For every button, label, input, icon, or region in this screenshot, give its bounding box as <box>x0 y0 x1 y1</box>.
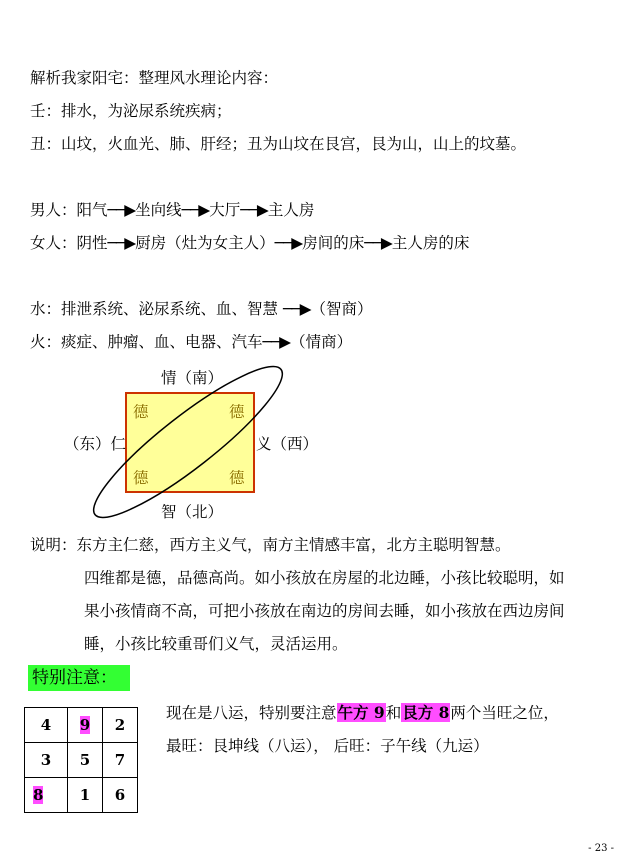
grid-cell-highlight: 8 <box>33 786 44 804</box>
heading-line: 解析我家阳宅：整理风水理论内容： <box>30 69 279 87</box>
man-step-4: 主人房 <box>267 201 315 219</box>
nine-palace-grid <box>24 707 138 813</box>
grid-cell <box>25 778 68 813</box>
explain-p3: 睡，小孩比较重哥们义气，灵活运用。 <box>84 635 348 653</box>
arrow-icon: ──▶ <box>262 333 291 351</box>
arrow-icon: ──▶ <box>282 300 311 318</box>
text-chou: 丑：山坟，火血光、肺、肝经；丑为山坟在艮宫，艮为山，山上的坟墓。 <box>30 135 527 153</box>
highlight-gen: 艮方 8 <box>402 703 450 722</box>
direction-west: 义（西） <box>256 435 319 453</box>
special-post: 两个当旺之位， <box>450 704 559 722</box>
highlight-wu: 午方 9 <box>337 703 385 722</box>
grid-cell: 5 <box>68 743 103 778</box>
grid-cell: 2 <box>103 708 138 743</box>
special-mid: 和 <box>385 704 402 722</box>
grid-cell <box>68 708 103 743</box>
grid-cell: 7 <box>103 743 138 778</box>
man-label: 男人： <box>30 201 77 219</box>
virtue-cell: 德 <box>229 403 245 421</box>
fire-end: （情商） <box>290 333 353 351</box>
arrow-icon: ──▶ <box>274 234 303 252</box>
text-ren: 壬：排水，为泌尿系统疾病； <box>30 102 232 120</box>
special-note-title: 特别注意： <box>28 665 130 691</box>
grid-cell: 6 <box>103 778 138 813</box>
special-pre: 现在是八运，特别要注意 <box>166 704 337 722</box>
woman-step-1: 阴性 <box>76 234 108 252</box>
grid-cell-highlight: 9 <box>79 716 91 734</box>
woman-label: 女人： <box>30 234 77 252</box>
virtue-cell: 德 <box>133 469 149 487</box>
arrow-icon: ──▶ <box>181 201 210 219</box>
direction-north: 智（北） <box>161 503 224 521</box>
page-number: - 23 - <box>588 843 614 854</box>
explain-p1: 四维都是德，品德高尚。如小孩放在房屋的北边睡，小孩比较聪明，如 <box>84 569 565 587</box>
grid-cell: 3 <box>25 743 68 778</box>
direction-south: 情（南） <box>161 369 224 387</box>
water-end: （智商） <box>310 300 373 318</box>
woman-step-2: 厨房（灶为女主人） <box>135 234 275 252</box>
water-label: 水：排泄系统、泌尿系统、血、智慧 <box>30 300 279 318</box>
grid-cell: 4 <box>25 708 68 743</box>
man-step-2: 坐向线 <box>135 201 182 219</box>
arrow-icon: ──▶ <box>364 234 392 252</box>
grid-cell: 1 <box>68 778 103 813</box>
man-step-1: 阳气 <box>76 201 108 219</box>
woman-step-3: 房间的床 <box>302 234 365 252</box>
fire-label: 火：痰症、肿瘤、血、电器、汽车 <box>30 333 263 351</box>
explain-label: 说明：东方主仁慈，西方主义气，南方主情感丰富，北方主聪明智慧。 <box>30 536 511 554</box>
woman-step-4: 主人房的床 <box>391 234 470 252</box>
man-step-3: 大厅 <box>209 201 241 219</box>
arrow-icon: ──▶ <box>240 201 268 219</box>
virtue-cell: 德 <box>133 403 149 421</box>
direction-east: （东）仁 <box>64 435 127 453</box>
arrow-icon: ──▶ <box>107 234 136 252</box>
special-line-1 <box>166 703 559 723</box>
arrow-icon: ──▶ <box>107 201 136 219</box>
special-line-2: 最旺：艮坤线（八运）， 后旺：子午线（九运） <box>166 737 489 755</box>
explain-p2: 果小孩情商不高，可把小孩放在南边的房间去睡，如小孩放在西边房间 <box>84 602 565 620</box>
virtue-cell: 德 <box>229 469 245 487</box>
